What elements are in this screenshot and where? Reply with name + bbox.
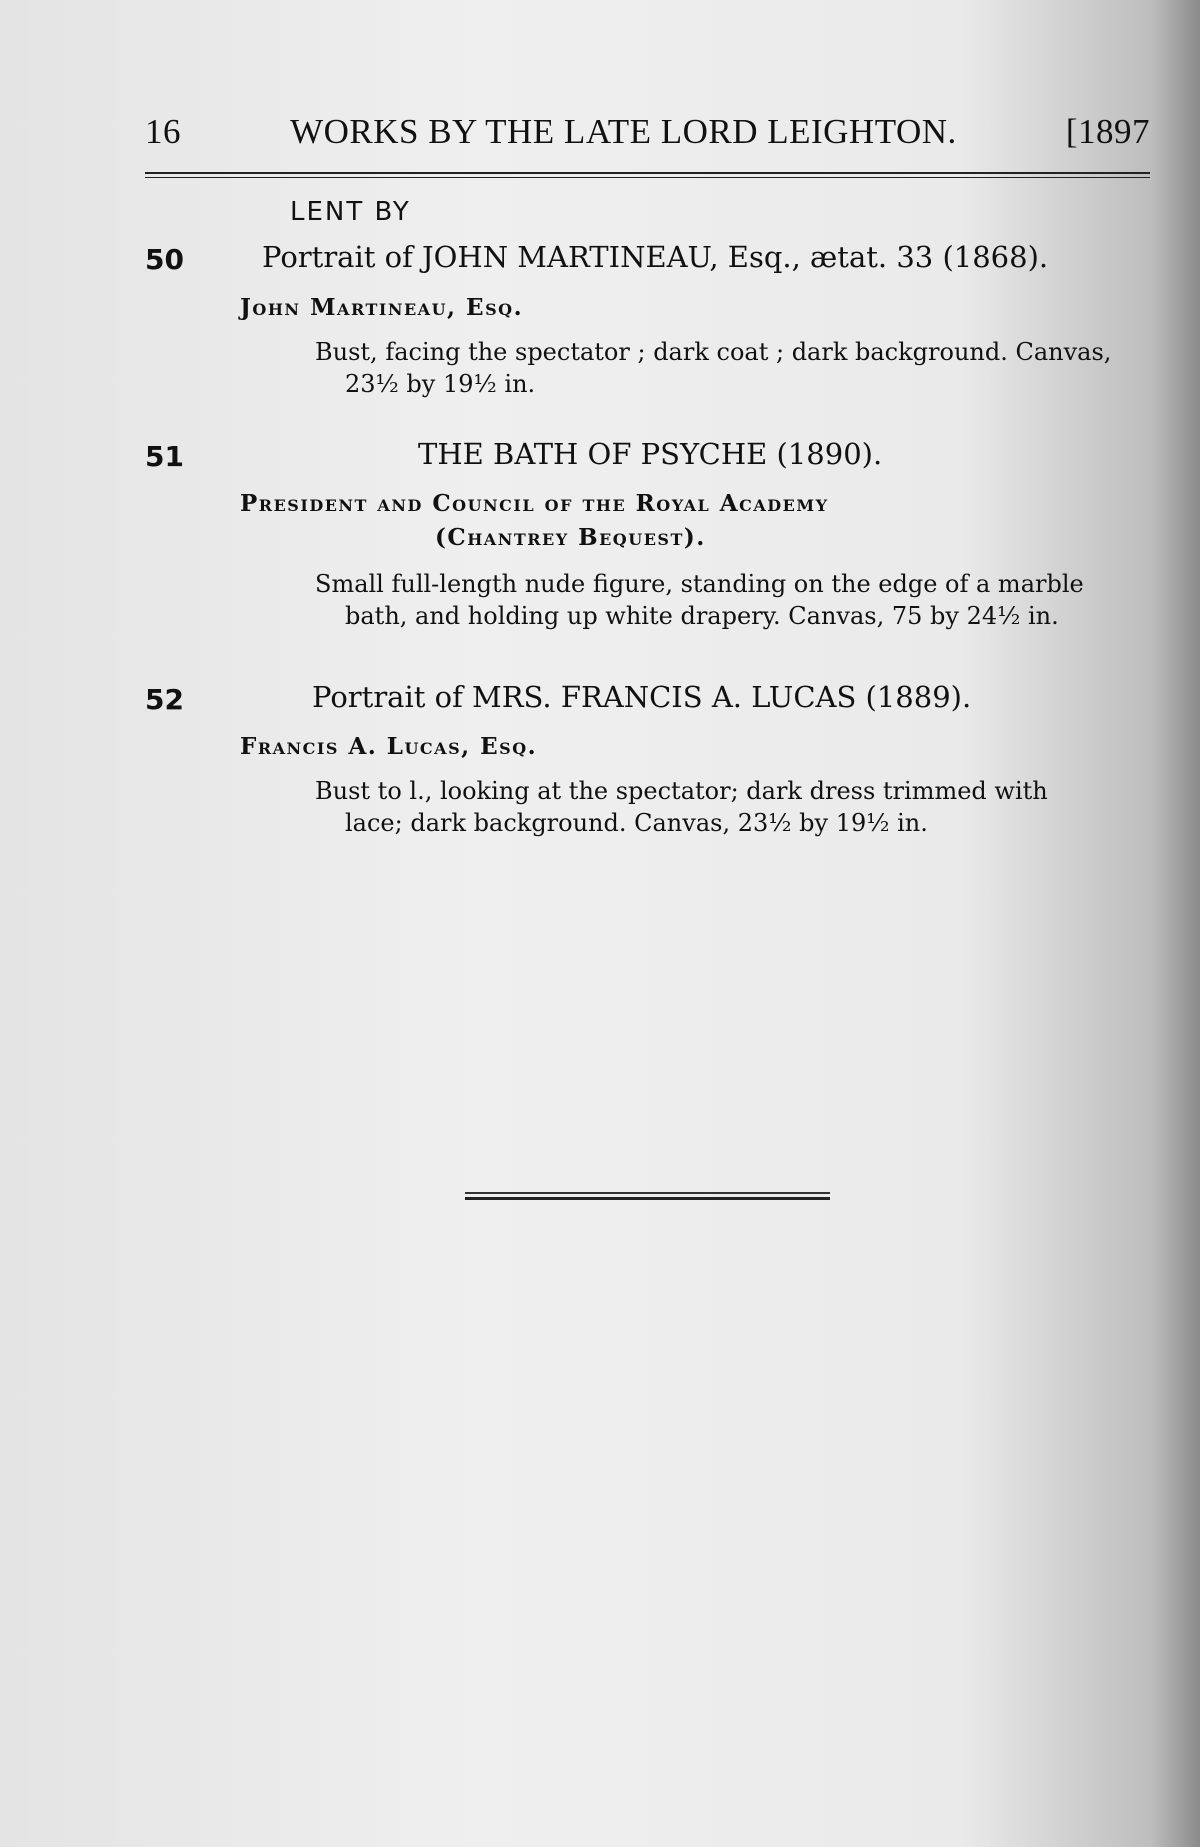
entry-number: 52 bbox=[145, 683, 184, 716]
header-rule-bottom bbox=[145, 177, 1150, 178]
entry-lender-continued: (Chantrey Bequest). bbox=[435, 524, 706, 551]
description-line: bath, and holding up white drapery. Canvas, 75 by 24½ in. bbox=[345, 602, 1059, 630]
header-year: [1897 bbox=[1065, 112, 1150, 151]
header-rule-top bbox=[145, 172, 1150, 174]
description-line: Bust, facing the spectator ; dark coat ; dark background. Canvas, bbox=[315, 338, 1112, 366]
section-end-rule bbox=[465, 1192, 830, 1200]
entry-number: 51 bbox=[145, 440, 184, 473]
lent-by-heading: LENT BY bbox=[290, 197, 411, 227]
page-number: 16 bbox=[145, 112, 181, 151]
description-line: Small full-length nude figure, standing on the edge of a marble bbox=[315, 570, 1084, 598]
entry-description bbox=[315, 775, 1145, 839]
description-line: 23½ by 19½ in. bbox=[345, 370, 536, 398]
entry-title: Portrait of MRS. FRANCIS A. LUCAS (1889). bbox=[312, 680, 972, 714]
entry-lender: President and Council of the Royal Academy bbox=[240, 490, 829, 517]
entry-description bbox=[315, 336, 1145, 400]
description-line: lace; dark background. Canvas, 23½ by 19½ in. bbox=[345, 809, 928, 837]
entry-number: 50 bbox=[145, 243, 184, 276]
entry-lender: Francis A. Lucas, Esq. bbox=[240, 733, 538, 760]
description-line: Bust to l., looking at the spectator; dark dress trimmed with bbox=[315, 777, 1048, 805]
entry-description bbox=[315, 568, 1145, 632]
running-header bbox=[145, 112, 1150, 152]
entry-title: Portrait of JOHN MARTINEAU, Esq., ætat. 33 (1868). bbox=[262, 240, 1049, 274]
entry-title: THE BATH OF PSYCHE (1890). bbox=[418, 437, 883, 471]
running-title: WORKS BY THE LATE LORD LEIGHTON. bbox=[290, 112, 957, 151]
entry-lender: John Martineau, Esq. bbox=[240, 294, 524, 321]
